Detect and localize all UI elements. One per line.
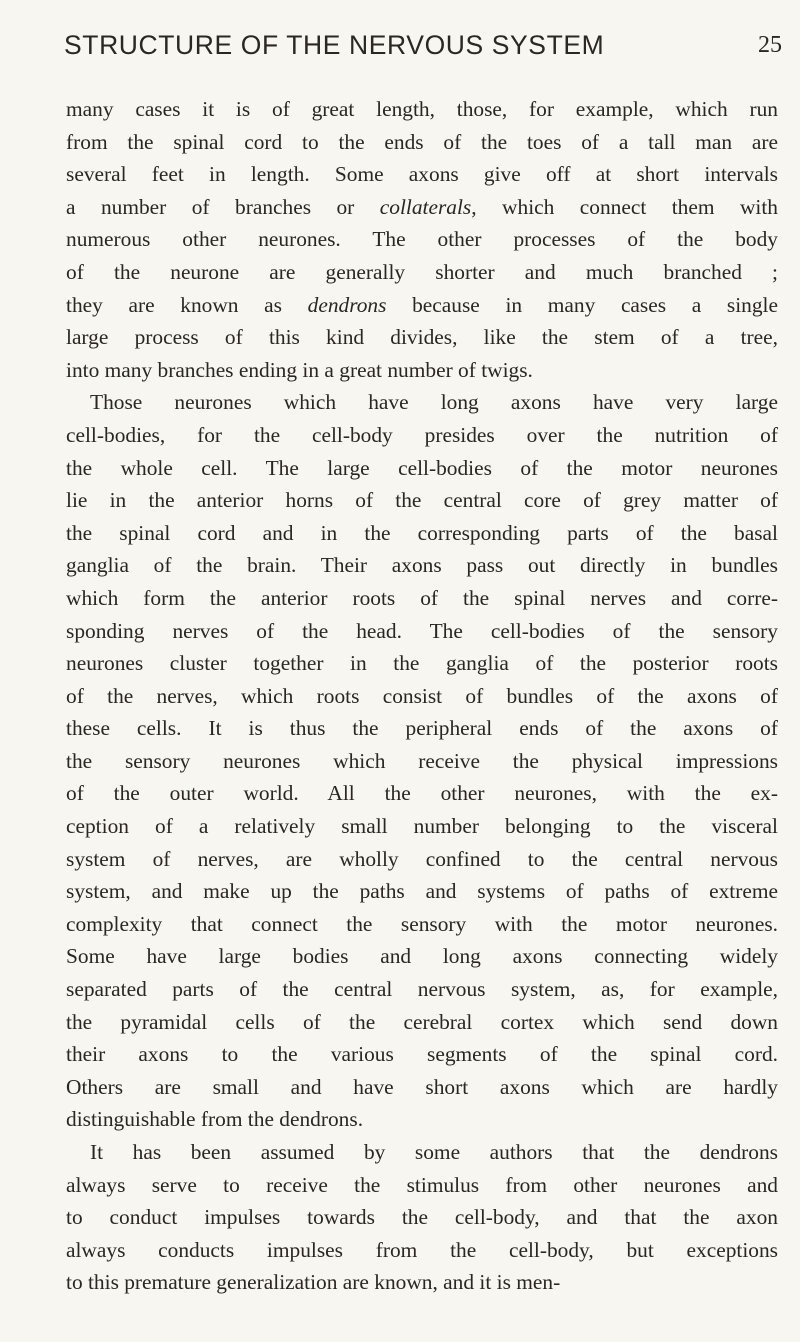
text-line: of the nerves, which roots consist of bundles of the axons of: [66, 683, 778, 708]
text-line: always conducts impulses from the cell-body, but exceptions: [66, 1237, 778, 1262]
text-line: always serve to receive the stimulus from other neurones and: [66, 1172, 778, 1197]
text-line: a number of branches or collaterals, which connect them with: [66, 194, 778, 219]
text-line: numerous other neurones. The other processes of the body: [66, 227, 778, 252]
text-line: sponding nerves of the head. The cell-bodies of the sensory: [66, 618, 778, 643]
text-line: their axons to the various segments of the spinal cord.: [66, 1042, 778, 1067]
text-line: Others are small and have short axons which are hardly: [66, 1074, 778, 1099]
text-line: system of nerves, are wholly confined to the central nervous: [66, 846, 778, 871]
text-line: distinguishable from the dendrons.: [66, 1107, 364, 1132]
text-line: the sensory neurones which receive the physical impressions: [66, 748, 778, 773]
paragraph: [66, 93, 778, 386]
text-line: cell-bodies, for the cell-body presides over the nutrition of: [66, 422, 778, 447]
text-line: system, and make up the paths and systems of paths of extreme: [66, 879, 778, 904]
text-line: Those neurones which have long axons have very large: [90, 390, 778, 415]
text-line: the spinal cord and in the corresponding parts of the basal: [66, 520, 778, 545]
text-line: neurones cluster together in the ganglia of the posterior roots: [66, 651, 778, 676]
italic-term: collaterals: [379, 194, 472, 219]
text-line: complexity that connect the sensory with the motor neurones.: [66, 911, 778, 936]
body-text: [66, 93, 778, 1299]
text-line: from the spinal cord to the ends of the toes of a tall man are: [66, 129, 778, 154]
text-line: of the outer world. All the other neurones, with the ex-: [66, 781, 778, 806]
text-line: several feet in length. Some axons give off at short intervals: [66, 162, 778, 187]
text-line: of the neurone are generally shorter and much branched ;: [66, 259, 778, 284]
text-line: many cases it is of great length, those, for example, which run: [66, 97, 778, 121]
text-line: to this premature generalization are known, and it is men-: [66, 1270, 561, 1295]
text-line: It has been assumed by some authors that the dendrons: [90, 1140, 778, 1164]
text-line: into many branches ending in a great number of twigs.: [66, 357, 533, 382]
text-line: these cells. It is thus the peripheral ends of the axons of: [66, 716, 778, 741]
text-line: Some have large bodies and long axons connecting widely: [66, 944, 778, 969]
text-line: lie in the anterior horns of the central core of grey matter of: [66, 488, 778, 513]
page-number: 25: [758, 32, 782, 58]
paragraph: [66, 1136, 778, 1299]
text-line: separated parts of the central nervous system, as, for example,: [66, 977, 778, 1002]
text-line: the pyramidal cells of the cerebral cortex which send down: [66, 1009, 778, 1034]
text-line: ception of a relatively small number belonging to the visceral: [66, 814, 778, 839]
text-line: the whole cell. The large cell-bodies of the motor neurones: [66, 455, 778, 480]
text-line: large process of this kind divides, like the stem of a tree,: [66, 325, 778, 350]
paragraph: [66, 386, 778, 1136]
running-title: STRUCTURE OF THE NERVOUS SYSTEM: [64, 30, 605, 60]
italic-term: dendrons: [307, 292, 387, 317]
running-head: [64, 30, 782, 70]
text-line: ganglia of the brain. Their axons pass out directly in bundles: [66, 553, 778, 578]
text-line: to conduct impulses towards the cell-body, and that the axon: [66, 1205, 778, 1230]
text-line: which form the anterior roots of the spinal nerves and corre-: [66, 585, 778, 610]
text-line: they are known as dendrons because in many cases a single: [66, 292, 778, 317]
